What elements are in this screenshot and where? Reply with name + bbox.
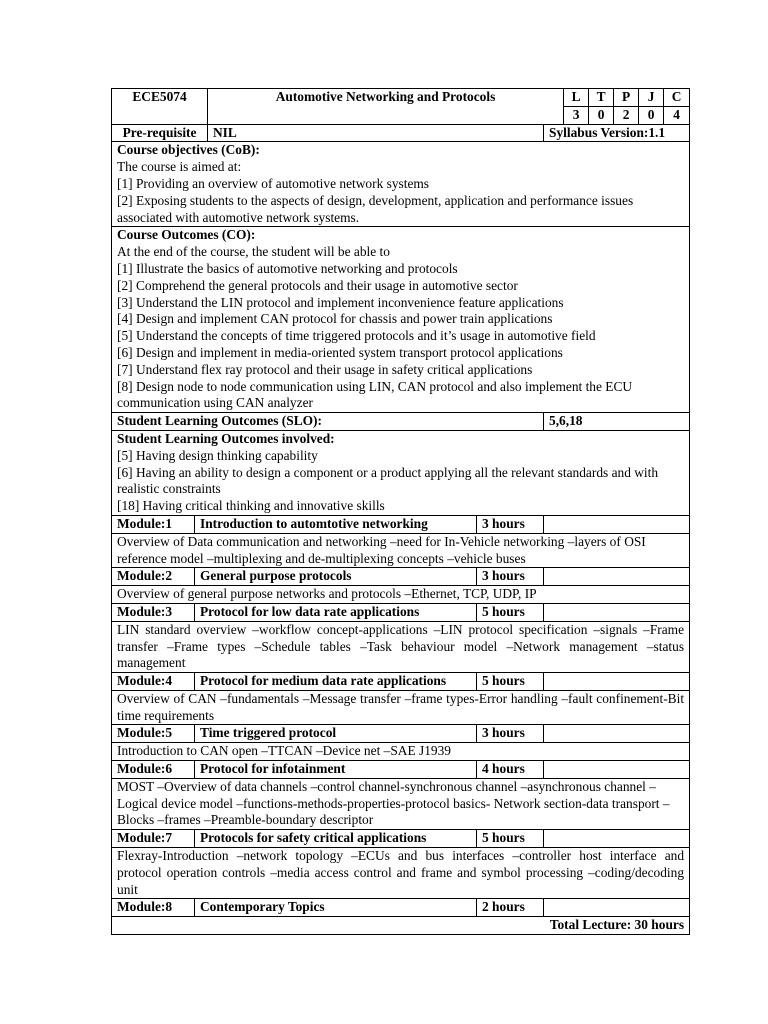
module-title: Time triggered protocol	[195, 725, 477, 743]
module-header-row	[112, 830, 690, 848]
module-title: Protocol for low data rate applications	[195, 603, 477, 621]
course-title: Automotive Networking and Protocols	[208, 89, 564, 125]
slo-involved-item: [5] Having design thinking capability	[117, 447, 318, 463]
module-blank	[544, 515, 690, 533]
ltpjc-value-p: 2	[614, 106, 639, 124]
ltpjc-label-j: J	[639, 89, 664, 107]
module-blank	[544, 568, 690, 586]
module-blank	[544, 673, 690, 691]
module-title: Contemporary Topics	[195, 899, 477, 917]
module-label: Module:8	[112, 899, 195, 917]
slo-row	[112, 413, 690, 431]
syllabus-table	[111, 88, 690, 935]
outcome-item: [5] Understand the concepts of time triggered protocols and it’s usage in automotive field	[117, 328, 596, 344]
module-blank	[544, 725, 690, 743]
module-content: Introduction to CAN open –TTCAN –Device net –SAE J1939	[112, 743, 690, 761]
module-header-row	[112, 515, 690, 533]
module-content-row	[112, 533, 690, 568]
module-content-row	[112, 743, 690, 761]
module-label: Module:4	[112, 673, 195, 691]
module-header-row	[112, 673, 690, 691]
module-label: Module:6	[112, 761, 195, 779]
module-title: General purpose protocols	[195, 568, 477, 586]
course-code: ECE5074	[112, 89, 208, 125]
slo-involved-row	[112, 430, 690, 515]
slo-involved-item: [18] Having critical thinking and innovative skills	[117, 498, 385, 514]
module-content-row	[112, 586, 690, 604]
slo-involved-heading: Student Learning Outcomes involved:	[117, 430, 335, 446]
module-content: Overview of CAN –fundamentals –Message transfer –frame types-Error handling –fault confinement-Bit time requirements	[112, 690, 690, 725]
ltpjc-value-t: 0	[589, 106, 614, 124]
module-header-row	[112, 761, 690, 779]
objectives-intro: The course is aimed at:	[117, 159, 242, 175]
module-header-row	[112, 899, 690, 917]
module-label: Module:3	[112, 603, 195, 621]
prerequisite-value: NIL	[208, 124, 544, 142]
module-content: Overview of general purpose networks and protocols –Ethernet, TCP, UDP, IP	[112, 586, 690, 604]
outcomes-cell	[112, 227, 690, 413]
ltpjc-value-j: 0	[639, 106, 664, 124]
outcome-item: [3] Understand the LIN protocol and implement inconvenience feature applications	[117, 294, 564, 310]
outcome-item: [1] Illustrate the basics of automotive networking and protocols	[117, 260, 458, 276]
module-title: Protocol for medium data rate applications	[195, 673, 477, 691]
module-hours: 5 hours	[477, 830, 544, 848]
module-content: Flexray-Introduction –network topology –ECUs and bus interfaces –controller host interface and protocol operation controls –media access control and frame and symbol processing –coding/decoding unit	[112, 848, 690, 899]
module-hours: 2 hours	[477, 899, 544, 917]
module-header-row	[112, 725, 690, 743]
slo-involved-item: [6] Having an ability to design a component or a product applying all the relevant standards and with realistic constraints	[117, 464, 659, 497]
ltpjc-label-p: P	[614, 89, 639, 107]
ltpjc-label-l: L	[564, 89, 589, 107]
module-content-row	[112, 621, 690, 672]
ltpjc-value-l: 3	[564, 106, 589, 124]
module-header-row	[112, 603, 690, 621]
ltpjc-label-c: C	[664, 89, 690, 107]
outcomes-intro: At the end of the course, the student will be able to	[117, 244, 390, 260]
objectives-heading: Course objectives (CoB):	[117, 142, 260, 158]
outcomes-row	[112, 227, 690, 413]
module-title: Protocol for infotainment	[195, 761, 477, 779]
header-row	[112, 89, 690, 107]
module-content: MOST –Overview of data channels –control channel-synchronous channel –asynchronous channel –Logical device model –functions-methods-properties-protocol basics- Network section-data transport –Blocks –frames –Preamble-boundary descriptor	[112, 778, 690, 829]
outcomes-heading: Course Outcomes (CO):	[117, 227, 256, 243]
module-hours: 5 hours	[477, 673, 544, 691]
slo-label: Student Learning Outcomes (SLO):	[112, 413, 544, 431]
module-blank	[544, 899, 690, 917]
prerequisite-label: Pre-requisite	[112, 124, 208, 142]
outcome-item: [8] Design node to node communication using LIN, CAN protocol and also implement the ECU communication using CAN analyzer	[117, 378, 633, 411]
module-label: Module:5	[112, 725, 195, 743]
module-content: LIN standard overview –workflow concept-applications –LIN protocol specification –signals –Frame transfer –Frame types –Schedule tables –Task behaviour model –Network management –status management	[112, 621, 690, 672]
module-hours: 3 hours	[477, 515, 544, 533]
module-content: Overview of Data communication and networking –need for In-Vehicle networking –layers of OSI reference model –multiplexing and de-multiplexing concepts –vehicle buses	[112, 533, 690, 568]
module-hours: 5 hours	[477, 603, 544, 621]
total-lecture-hours: Total Lecture: 30 hours	[112, 917, 690, 935]
total-row	[112, 917, 690, 935]
ltpjc-label-t: T	[589, 89, 614, 107]
prerequisite-row	[112, 124, 690, 142]
outcome-item: [6] Design and implement in media-oriented system transport protocol applications	[117, 344, 563, 360]
module-hours: 4 hours	[477, 761, 544, 779]
module-label: Module:1	[112, 515, 195, 533]
syllabus-sheet	[111, 88, 689, 935]
module-content-row	[112, 690, 690, 725]
slo-involved-cell	[112, 430, 690, 515]
module-content-row	[112, 848, 690, 899]
module-hours: 3 hours	[477, 725, 544, 743]
module-title: Protocols for safety critical applications	[195, 830, 477, 848]
ltpjc-value-c: 4	[664, 106, 690, 124]
outcome-item: [4] Design and implement CAN protocol for chassis and power train applications	[117, 311, 553, 327]
objectives-row	[112, 142, 690, 227]
objectives-cell	[112, 142, 690, 227]
module-title: Introduction to automtotive networking	[195, 515, 477, 533]
syllabus-version: Syllabus Version:1.1	[544, 124, 690, 142]
module-label: Module:2	[112, 568, 195, 586]
module-blank	[544, 761, 690, 779]
module-hours: 3 hours	[477, 568, 544, 586]
slo-value: 5,6,18	[544, 413, 690, 431]
outcome-item: [7] Understand flex ray protocol and their usage in safety critical applications	[117, 361, 533, 377]
objective-item: [2] Exposing students to the aspects of design, development, application and performance issues associated with automotive network systems.	[117, 192, 634, 225]
module-blank	[544, 603, 690, 621]
module-blank	[544, 830, 690, 848]
objective-item: [1] Providing an overview of automotive network systems	[117, 175, 430, 191]
module-label: Module:7	[112, 830, 195, 848]
module-content-row	[112, 778, 690, 829]
module-header-row	[112, 568, 690, 586]
outcome-item: [2] Comprehend the general protocols and their usage in automotive sector	[117, 277, 518, 293]
